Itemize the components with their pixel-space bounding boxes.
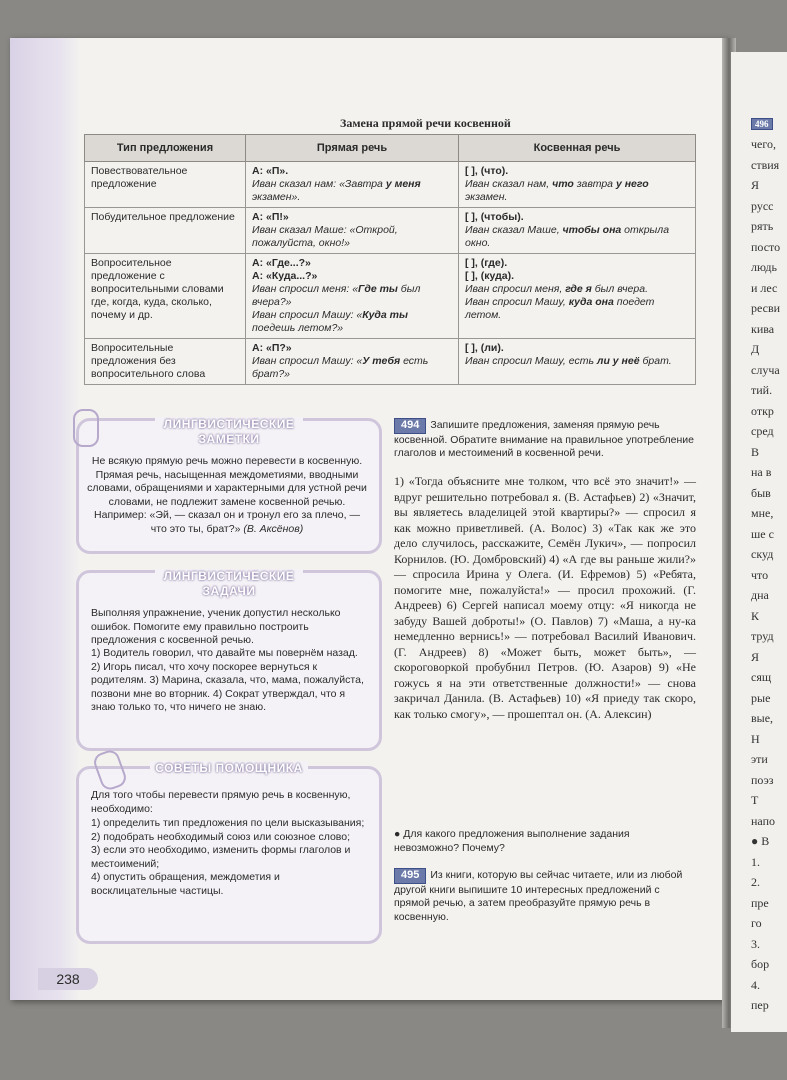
- notes-box: [76, 418, 382, 554]
- table-title: Замена прямой речи косвенной: [340, 116, 511, 130]
- exercise-494-body: 1) «Тогда объясните мне толком, что всё это значит!» — вдруг решительно потребовал я. (В. Астафьев) 2) «Значит, вы являетесь владелицей этой квартиры?» — спросил я как можно приветливей. (А. Волос) 3) «Так как же это дело случилось, расскажите, Семён Лукич», — попросил Корнилов. (Ю. Домбровский) 4) «А где вы раньше жили?» — спросила Ирина у Олега. (И. Ефремов) 5) «Ребята, помогите мне, пожалуйста!» — просил прохожий. (Г. Андреев) 6) Сергей написал моему отцу: «Я никогда не забуду Вашей доброты!» (О. Павлов) 7) «Маша, а ну-ка немедленно вернись!» — потребовал Василий Иванович. (Г. Андреев) 8) «Может быть, может быть», — скороговоркой пробубнил Петров. (Ю. Азаров) 9) «Не гожусь я на эти ответственные должности!» — снова закричал Данила. (В. Астафьев) 10) «Я приеду так скоро, как только смогу», — прошептал он. (А. Алексин): [394, 474, 696, 721]
- row-indirect: [ ], (ли). Иван спросил Машу, есть ли у неё брат.: [459, 339, 696, 385]
- facing-page-edge: 496 чего, ствия Я русс рять посто людь и лес ресви кива Д случа тий. откр сред В на в быв мне, ше с скуд что дна К труд Я сящ рые вые, Н эти поэз Т напо ● В 1. 2. пре го 3. бор 4. пер: [731, 52, 787, 1032]
- row-type: Повествовательное предложение: [85, 162, 246, 208]
- table-row: [85, 254, 696, 339]
- advice-steps: 1) определить тип предложения по цели высказывания; 2) подобрать необходимый союз или союзное слово; 3) если это необходимо, изменить формы глаголов и местоимений; 4) опустить обращения, междометия и восклицательные частицы.: [91, 817, 365, 897]
- table-row: [85, 339, 696, 385]
- row-indirect: [ ], (чтобы). Иван сказал Маше, чтобы она открыла окно.: [459, 208, 696, 254]
- row-direct: А: «П?» Иван спросил Машу: «У тебя есть брат?»: [246, 339, 459, 385]
- notes-header: ЛИНГВИСТИЧЕСКИЕ ЗАМЕТКИ: [155, 417, 303, 447]
- row-type: Вопросительные предложения без вопросительного слова: [85, 339, 246, 385]
- textbook-page: [10, 38, 728, 1000]
- row-direct: А: «Где...?» А: «Куда...?» Иван спросил меня: «Где ты был вчера?» Иван спросил Машу: «Куда ты поедешь летом?»: [246, 254, 459, 339]
- header-indirect: Косвенная речь: [459, 135, 696, 162]
- tasks-items: 1) Водитель говорил, что давайте мы повернём назад. 2) Игорь писал, что хочу поскорее вернуться к родителям. 3) Марина, сказала, что, мама, пожалуйста, позвони мне во вторник. 4) Сократ утверждал, что я знаю только то, что ничего не знаю.: [91, 647, 364, 713]
- margin-band: [10, 38, 80, 1000]
- notes-text: Не всякую прямую речь можно перевести в косвенную. Прямая речь, насыщенная междометиями, вводными словами, обращениями и характерными для устной речи словами, не подлежит замене косвенной речью. Например: «Эй, — сказал он и тронул его за плечо, — что это ты, брат?» (В. Аксёнов): [87, 455, 367, 535]
- exercise-495-task: 495 Из книги, которую вы сейчас читаете, или из любой другой книги выпишите 10 интересных предложений с прямой речью, а затем преобразуйте прямую речь в косвенную.: [394, 869, 683, 923]
- table-row: [85, 162, 696, 208]
- advice-header: СОВЕТЫ ПОМОЩНИКА: [150, 761, 308, 775]
- row-indirect: [ ], (где). [ ], (куда). Иван спросил меня, где я был вчера. Иван спросил Машу, куда она поедет летом.: [459, 254, 696, 339]
- header-direct: Прямая речь: [246, 135, 459, 162]
- exercise-494-task: 494 Запишите предложения, заменяя прямую речь косвенной. Обратите внимание на правильное употребление глаголов и местоимений в косвенной речи.: [394, 419, 694, 459]
- table-header-row: [85, 135, 696, 162]
- paperclip-icon: [73, 409, 99, 447]
- advice-intro: Для того чтобы перевести прямую речь в косвенную, необходимо:: [91, 789, 351, 815]
- row-type: Побудительное предложение: [85, 208, 246, 254]
- exercise-494-question: ● Для какого предложения выполнение задания невозможно? Почему?: [394, 828, 630, 854]
- tasks-text: Выполняя упражнение, ученик допустил несколько ошибок. Помогите ему правильно построить предложения с косвенной речью.: [91, 607, 341, 646]
- tasks-box: [76, 570, 382, 751]
- facing-page-text: чего, ствия Я русс рять посто людь и лес ресви кива Д случа тий. откр сред В на в быв мне, ше с скуд что дна К труд Я сящ рые вые, Н эти поэз Т напо ● В 1. 2. пре го 3. бор 4. пер: [751, 137, 781, 1012]
- row-type: Вопросительное предложение с вопросительными словами где, когда, куда, сколько, почему и др.: [85, 254, 246, 339]
- paperclip-icon: [91, 748, 128, 793]
- tasks-header: ЛИНГВИСТИЧЕСКИЕ ЗАДАЧИ: [155, 569, 303, 599]
- exercise-number: 494: [394, 418, 426, 434]
- row-indirect: [ ], (что). Иван сказал нам, что завтра у него экзамен.: [459, 162, 696, 208]
- row-direct: А: «П!» Иван сказал Маше: «Открой, пожалуйста, окно!»: [246, 208, 459, 254]
- row-direct: А: «П». Иван сказал нам: «Завтра у меня экзамен».: [246, 162, 459, 208]
- advice-box: [76, 761, 382, 944]
- speech-table: [84, 134, 696, 385]
- header-type: Тип предложения: [85, 135, 246, 162]
- page-number: 238: [38, 968, 98, 990]
- table-row: [85, 208, 696, 254]
- exercise-number: 495: [394, 868, 426, 884]
